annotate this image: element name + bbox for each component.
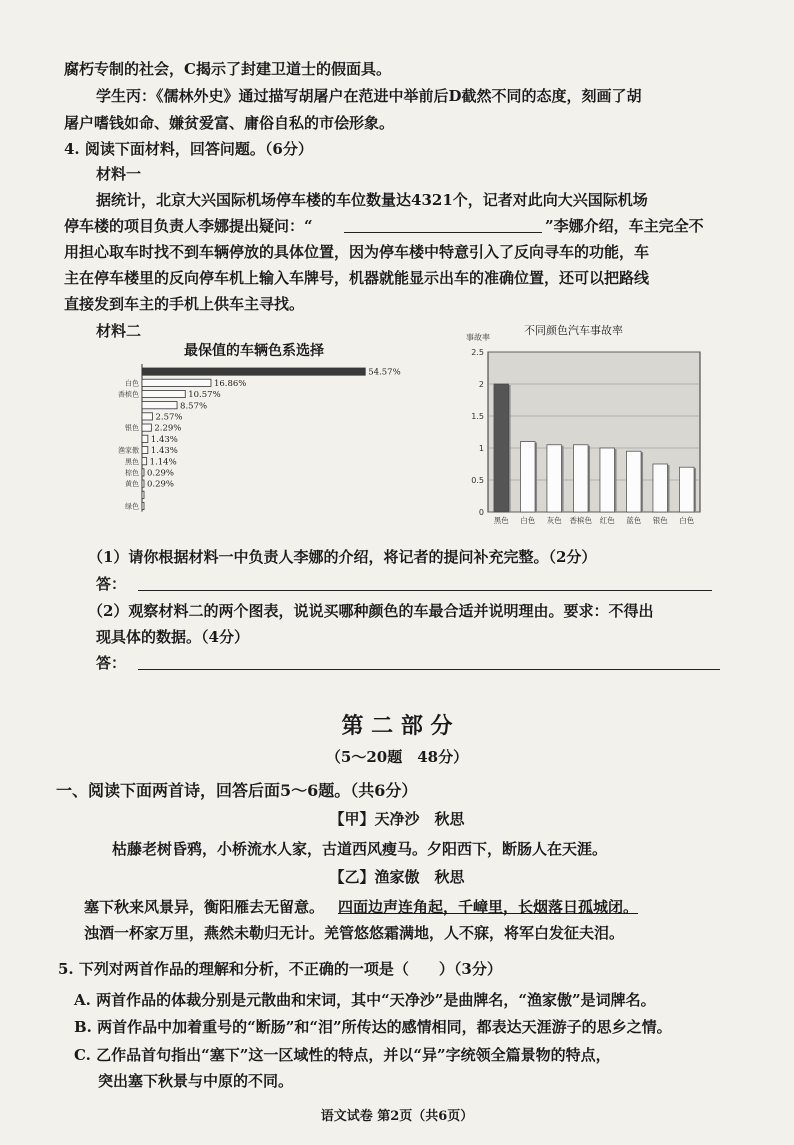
category-label: 香槟色 (118, 390, 139, 399)
bar (142, 424, 151, 431)
category-label: 棕色 (125, 469, 139, 477)
data-label: 0.29% (147, 468, 175, 479)
y-axis-label: 事故率 (466, 333, 490, 342)
category-label: 蓝色 (626, 516, 642, 525)
data-label: 2.29% (154, 423, 182, 434)
data-label: 1.14% (149, 457, 177, 468)
part-title: 第 二 部 分 (341, 713, 453, 739)
bar (142, 469, 144, 476)
tick-label: 2.5 (471, 348, 484, 357)
option-c: C. 乙作品首句指出“塞下”这一区域性的特点，并以“异”字统领全篇景物的特点， (74, 1046, 611, 1064)
category-label: 渔家傲 (118, 446, 139, 455)
bar (142, 502, 144, 509)
chart2-svg (462, 320, 712, 530)
question-header: 4. 阅读下面材料，回答问题。（6分） (64, 140, 313, 158)
page-footer: 语文试卷 第2页（共6页） (320, 1109, 474, 1124)
category-label: 黑色 (125, 457, 139, 466)
category-label: 红色 (599, 516, 615, 525)
bar (142, 480, 144, 487)
bar (600, 448, 615, 512)
poem-text: 枯藤老树昏鸦，小桥流水人家，古道西风瘦马。夕阳西下，断肠人在天涯。 (112, 840, 608, 858)
category-label: 银色 (652, 516, 668, 525)
fill-blank[interactable] (344, 232, 542, 233)
text-line: ”李娜介绍，车主完全不 (545, 217, 704, 235)
answer-label: 答： (96, 575, 127, 593)
category-label: 黑色 (493, 516, 509, 525)
poem-text-underlined: 四面边声连角起，千嶂里，长烟落日孤城闭。 (338, 898, 639, 916)
sub-question: （2）观察材料二的两个图表，说说买哪种颜色的车最合适并说明理由。要求：不得出 (88, 602, 654, 620)
bar-chart-value-retention (86, 340, 446, 515)
category-label: 白色 (679, 516, 695, 525)
bar (142, 390, 185, 397)
data-label: 10.57% (188, 390, 221, 401)
category-label: 绿色 (125, 502, 139, 511)
part-subtitle: （5～20题 48分） (325, 748, 469, 766)
text-line: 主在停车楼里的反向停车机上输入车牌号，机器就能显示出车的准确位置，还可以把路线 (64, 269, 650, 287)
answer-line[interactable] (138, 669, 720, 670)
bar (142, 491, 144, 498)
category-label: 香槟色 (569, 516, 592, 525)
tick-label: 1 (478, 444, 484, 453)
data-label: 54.57% (368, 367, 401, 378)
poem-text: 浊酒一杯家万里，燕然未勒归无计。羌管悠悠霜满地，人不寐，将军白发征夫泪。 (84, 924, 625, 942)
bar (142, 435, 148, 442)
bar (573, 445, 588, 512)
poem-title: 【甲】天净沙 秋思 (329, 810, 465, 828)
bar (142, 368, 365, 375)
option-a: A. 两首作品的体裁分别是元散曲和宋词，其中“天净沙”是曲牌名，“渔家傲”是词牌名。 (74, 991, 656, 1009)
question-stem: 5. 下列对两首作品的理解和分析，不正确的一项是（ ）（3分） (58, 960, 502, 978)
data-label: 8.57% (180, 401, 208, 412)
data-label: 2.57% (155, 412, 183, 423)
answer-label: 答： (96, 654, 127, 672)
bar (142, 379, 211, 386)
section-header: 一、阅读下面两首诗，回答后面5～6题。（共6分） (56, 781, 418, 800)
tick-label: 0.5 (471, 476, 484, 485)
text-line: 停车楼的项目负责人李娜提出疑问：“ (64, 217, 313, 235)
data-label: 0.29% (147, 479, 175, 490)
data-label: 1.43% (150, 446, 178, 457)
bar (494, 384, 509, 512)
poem-title: 【乙】渔家傲 秋思 (329, 868, 465, 886)
category-label: 黄色 (125, 480, 139, 489)
text-line: 用担心取车时找不到车辆停放的具体位置，因为停车楼中特意引入了反向寻车的功能，车 (64, 243, 650, 261)
bar (626, 451, 641, 512)
category-label: 白色 (520, 516, 536, 525)
tick-label: 1.5 (471, 412, 484, 421)
bar (142, 402, 177, 409)
tick-label: 2 (478, 380, 484, 389)
data-label: 1.43% (150, 434, 178, 445)
sub-question: （1）请你根据材料一中负责人李娜的介绍，将记者的提问补充完整。（2分） (88, 548, 597, 566)
bar (653, 464, 668, 512)
bar (142, 446, 148, 453)
category-label: 灰色 (546, 516, 562, 525)
material-title: 材料一 (96, 165, 142, 183)
bar (142, 458, 147, 465)
bar (547, 445, 562, 512)
bar (142, 413, 153, 420)
data-label: 16.86% (213, 378, 247, 389)
sub-question: 现具体的数据。（4分） (96, 628, 249, 646)
text-line: 屠户嗜钱如命、嫌贫爱富、庸俗自私的市侩形象。 (64, 114, 395, 132)
poem-text: 塞下秋来风景异，衡阳雁去无留意。 (84, 898, 325, 916)
chart-title: 不同颜色汽车事故率 (524, 324, 623, 337)
chart-title: 最保值的车辆色系选择 (184, 343, 324, 359)
answer-line[interactable] (138, 590, 712, 591)
text-line: 学生丙：《儒林外史》通过描写胡屠户在范进中举前后D截然不同的态度，刻画了胡 (96, 87, 642, 105)
text-line: 直接发到车主的手机上供车主寻找。 (64, 295, 305, 313)
bar-chart-accident-rate (462, 320, 712, 530)
text-line: 据统计，北京大兴国际机场停车楼的车位数量达4321个，记者对此向大兴国际机场 (96, 191, 648, 209)
chart1-svg (86, 340, 446, 515)
category-label: 白色 (125, 379, 139, 388)
category-label: 银色 (125, 424, 139, 433)
text-line: 腐朽专制的社会，C揭示了封建卫道士的假面具。 (64, 60, 391, 78)
tick-label: 0 (478, 508, 484, 517)
bar (520, 442, 535, 512)
option-b: B. 两首作品中加着重号的“断肠”和“泪”所传达的感情相同，都表达天涯游子的思乡之情。 (74, 1018, 672, 1036)
material-title: 材料二 (96, 322, 142, 340)
option-c-cont: 突出塞下秋景与中原的不同。 (98, 1072, 294, 1090)
bar (679, 467, 694, 512)
